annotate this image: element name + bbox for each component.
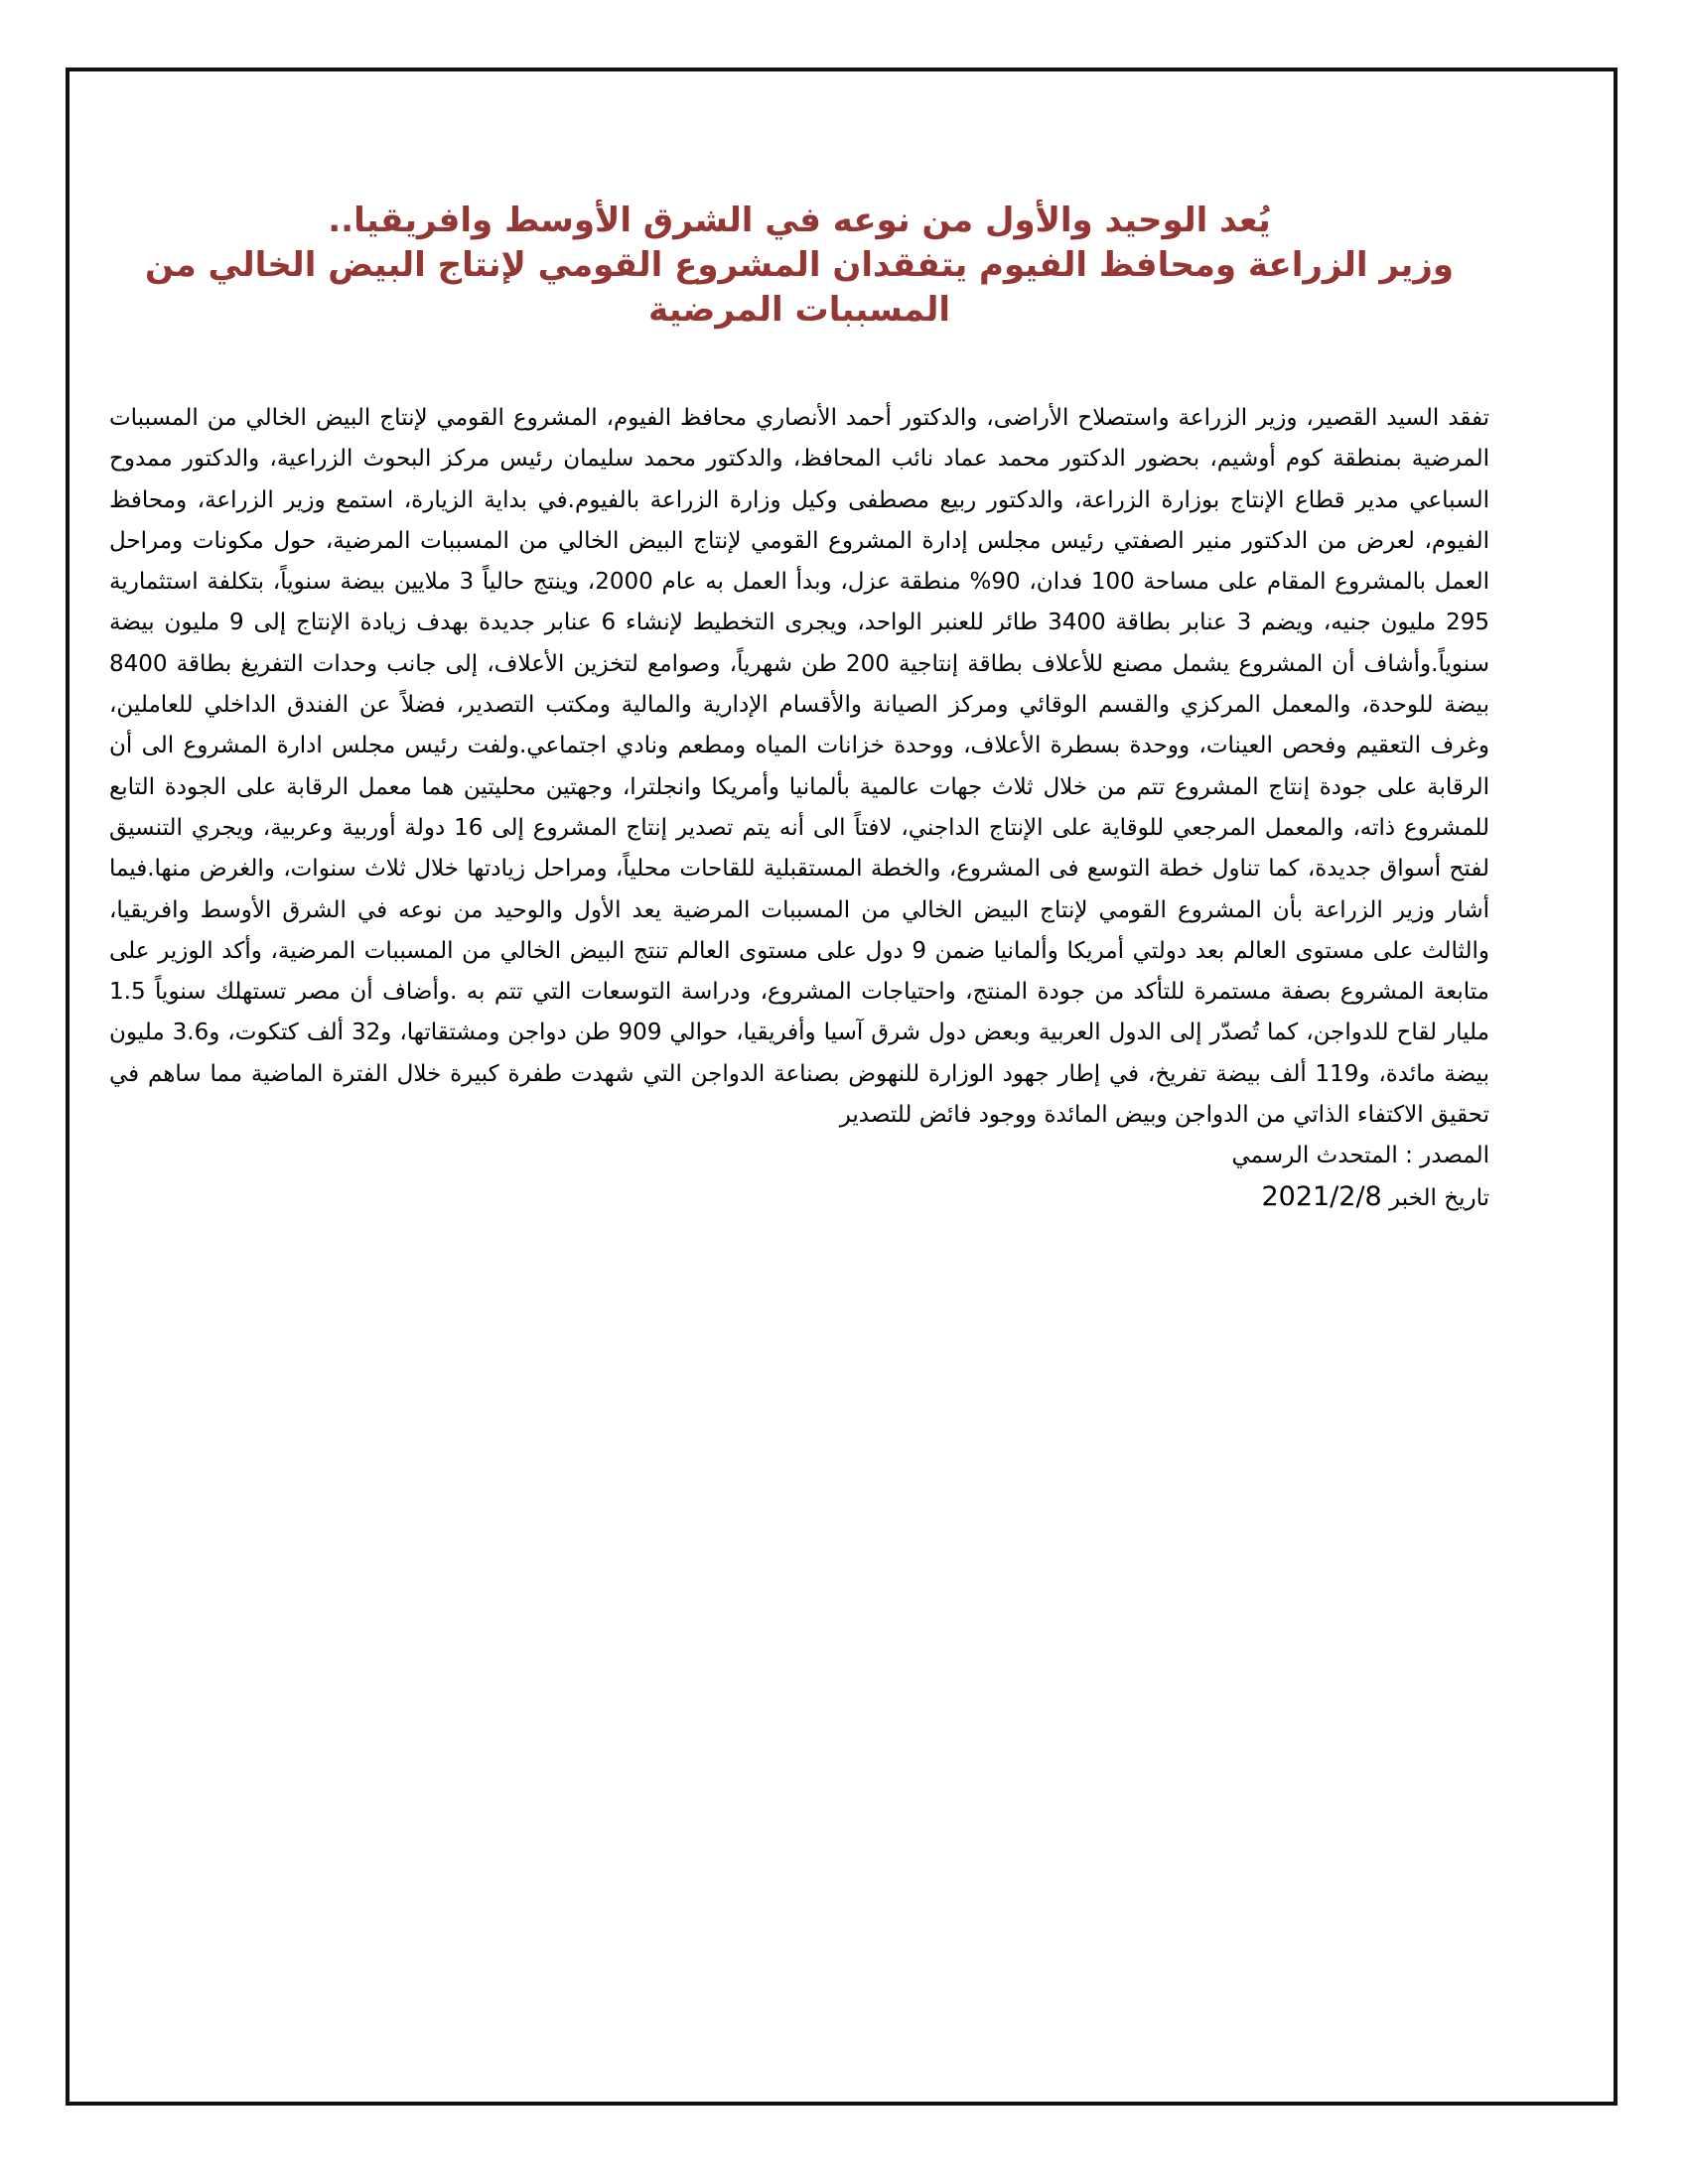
source-line: المصدر : المتحدث الرسمي (1231, 1143, 1489, 1169)
article-body: تفقد السيد القصير، وزير الزراعة واستصلاح الأراضى، والدكتور أحمد الأنصاري محافظ الفيوم، المشروع القومي لإنتاج البيض الخالي من المسببات المرضية بمنطقة كوم أوشيم، بحضور الدكتور محمد عماد نائب المحافظ، والدكتور محمد سليمان رئيس مركز البحوث الزراعية، والدكتور ممدوح السباعي مدير قطاع الإنتاج بوزارة الزراعة، والدكتور ربيع مصطفى وكيل وزارة الزراعة بالفيوم.في بداية الزيارة، استمع وزير الزراعة، ومحافظ الفيوم، لعرض من الدكتور منير الصفتي رئيس مجلس إدارة المشروع القومي لإنتاج البيض الخالي من المسببات المرضية، حول مكونات ومراحل العمل بالمشروع المقام على مساحة 100 فدان، 90% منطقة عزل، وبدأ العمل به عام 2000، وينتج حالياً 3 ملايين بيضة سنوياً، بتكلفة استثمارية 295 مليون جنيه، ويضم 3 عنابر بطاقة 3400 طائر للعنبر الواحد، ويجرى التخطيط لإنشاء 6 عنابر جديدة بهدف زيادة الإنتاج إلى 9 مليون بيضة سنوياً.وأشاف أن المشروع يشمل مصنع للأعلاف بطاقة إنتاجية 200 طن شهرياً، وصوامع لتخزين الأعلاف، إلى جانب وحدات التفريغ بطاقة 8400 بيضة للوحدة، والمعمل المركزي والقسم الوقائي ومركز الصيانة والأقسام الإدارية والمالية ومكتب التصدير، فضلاً عن الفندق الداخلي للعاملين، وغرف التعقيم وفحص العينات، ووحدة بسطرة الأعلاف، ووحدة خزانات المياه ومطعم ونادي اجتماعي.ولفت رئيس مجلس ادارة المشروع الى أن الرقابة على جودة إنتاج المشروع تتم من خلال ثلاث جهات عالمية بألمانيا وأمريكا وانجلترا، وجهتين محليتين هما معمل الرقابة على الجودة التابع للمشروع ذاته، والمعمل المرجعي للوقاية على الإنتاج الداجني، لافتاً الى أنه يتم تصدير إنتاج المشروع إلى 16 دولة أوربية وعربية، ويجري التنسيق لفتح أسواق جديدة، كما تناول خطة التوسع فى المشروع، والخطة المستقبلية للقاحات محلياً، ومراحل زيادتها خلال ثلاث سنوات، والغرض منها.فيما أشار وزير الزراعة بأن المشروع القومي لإنتاج البيض الخالي من المسببات المرضية يعد الأول والوحيد من نوعه في الشرق الأوسط وافريقيا، والثالث على مستوى العالم بعد دولتي أمريكا وألمانيا ضمن 9 دول على مستوى العالم تنتج البيض الخالي من المسببات المرضية، وأكد الوزير على متابعة المشروع بصفة مستمرة للتأكد من جودة المنتج، واحتياجات المشروع، ودراسة التوسعات التي تتم به .وأضاف أن مصر تستهلك سنوياً 1.5 مليار لقاح للدواجن، كما تُصدّر إلى الدول العربية وبعض دول شرق آسيا وأفريقيا، حوالي 909 طن دواجن ومشتقاتها، و32 ألف كتكوت، و3.6 مليون بيضة مائدة، و119 ألف بيضة تفريخ، في إطار جهود الوزارة للنهوض بصناعة الدواجن التي شهدت طفرة كبيرة خلال الفترة الماضية مما ساهم في تحقيق الاكتفاء الذاتي من الدواجن وبيض المائدة ووجود فائض للتصدير (109, 405, 1490, 1129)
date-label: تاريخ الخبر (1389, 1185, 1489, 1212)
date-line (109, 1176, 1489, 1219)
headline-line-1: يُعد الوحيد والأول من نوعه في الشرق الأوسط وافريقيا.. (328, 201, 1271, 240)
article-headline (109, 199, 1489, 333)
date-value: 2021/2/8 (1261, 1181, 1382, 1213)
document-content (109, 199, 1489, 1219)
headline-line-2: وزير الزراعة ومحافظ الفيوم يتفقدان المشروع القومي لإنتاج البيض الخالي من المسببات المرضية (145, 245, 1454, 330)
